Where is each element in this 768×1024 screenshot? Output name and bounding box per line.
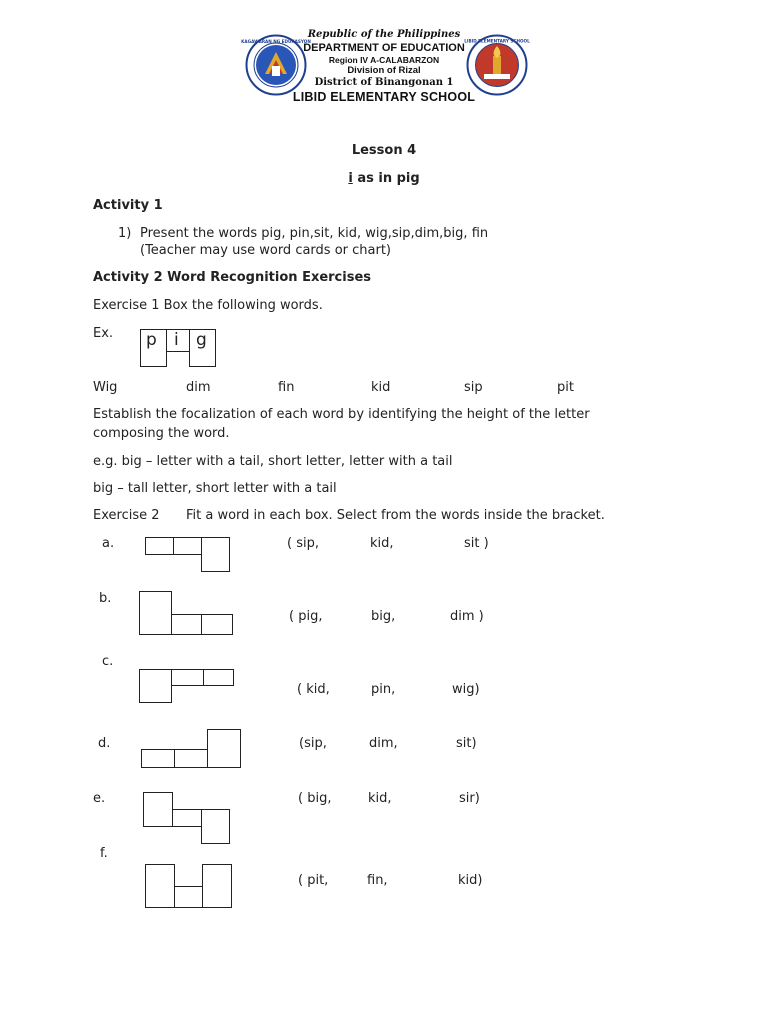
left-seal-text: KAGAWARAN NG EDUKASYON: [241, 39, 311, 44]
right-seal-text: LIBID ELEMENTARY SCHOOL: [464, 38, 530, 44]
word-shape-box: [145, 537, 174, 555]
word-shape-box: [141, 749, 175, 768]
choice-word: kid,: [368, 791, 392, 806]
lesson-title: Lesson 4: [351, 143, 417, 158]
example-letter: g: [196, 330, 207, 350]
word-item: pit: [557, 380, 574, 395]
choice-word: dim ): [450, 609, 484, 624]
exercise2-instruction: Fit a word in each box. Select from the words inside the bracket.: [186, 508, 605, 523]
word-item: sip: [464, 380, 483, 395]
item-label: f.: [100, 846, 108, 861]
division-title: Division of Rizal: [347, 65, 421, 76]
choice-word: pin,: [371, 682, 396, 697]
school-name: LIBID ELEMENTARY SCHOOL: [292, 90, 476, 104]
word-shape-box: [143, 792, 173, 827]
choice-word: fin,: [367, 873, 388, 888]
item-label: b.: [99, 591, 112, 606]
word-shape-box: [207, 729, 241, 768]
choice-word: ( sip,: [287, 536, 319, 551]
word-shape-box: [173, 537, 202, 555]
republic-title: Republic of the Philippines: [307, 29, 461, 40]
choice-word: wig): [452, 682, 480, 697]
choice-word: dim,: [369, 736, 398, 751]
word-shape-box: [174, 749, 208, 768]
word-shape-box: [145, 864, 175, 908]
word-shape-box: [174, 886, 203, 908]
exercise2-title: Exercise 2: [93, 508, 160, 523]
focalization-paragraph-line2: composing the word.: [93, 426, 230, 441]
activity1-item-line2: (Teacher may use word cards or chart): [140, 243, 391, 258]
word-shape-box: [202, 864, 232, 908]
word-item: Wig: [93, 380, 118, 395]
choice-word: sit): [456, 736, 477, 751]
choice-word: sir): [459, 791, 480, 806]
word-shape-box: [171, 614, 202, 635]
word-shape-box: [171, 669, 204, 686]
word-shape-box: [172, 809, 202, 827]
word-shape-box: [139, 591, 172, 635]
word-item: dim: [186, 380, 211, 395]
focalization-paragraph-line1: Establish the focalization of each word by identifying the height of the letter: [93, 407, 590, 422]
choice-word: sit ): [464, 536, 489, 551]
word-shape-box: [139, 669, 172, 703]
example-label: Ex.: [93, 326, 114, 341]
example-letter: p: [146, 330, 157, 350]
choice-word: ( pig,: [289, 609, 323, 624]
example-letter: i: [174, 330, 179, 350]
lesson-subtitle-letter: i: [348, 171, 353, 186]
activity1-item-number: 1): [118, 226, 132, 241]
word-item: kid: [371, 380, 391, 395]
district-title: District of Binangonan 1: [314, 77, 454, 88]
choice-word: big,: [371, 609, 396, 624]
word-shape-box: [203, 669, 234, 686]
item-label: e.: [93, 791, 106, 806]
activity2-heading: Activity 2 Word Recognition Exercises: [93, 270, 372, 285]
item-label: a.: [102, 536, 115, 551]
big-line: big – tall letter, short letter with a tail: [93, 481, 337, 496]
exercise1-title: Exercise 1 Box the following words.: [93, 298, 323, 313]
activity1-item-line1: Present the words pig, pin,sit, kid, wig,sip,dim,big, fin: [140, 226, 489, 241]
choice-word: (sip,: [299, 736, 327, 751]
word-shape-box: [201, 809, 230, 844]
choice-word: kid,: [370, 536, 394, 551]
lesson-subtitle-rest: as in pig: [352, 171, 420, 186]
word-shape-box: [201, 614, 233, 635]
choice-word: ( big,: [298, 791, 332, 806]
item-label: c.: [102, 654, 114, 669]
choice-word: ( pit,: [298, 873, 329, 888]
item-label: d.: [98, 736, 111, 751]
lesson-subtitle: [0, 171, 768, 186]
word-item: fin: [278, 380, 295, 395]
word-shape-box: [201, 537, 230, 572]
eg-line: e.g. big – letter with a tail, short letter, letter with a tail: [93, 454, 453, 469]
region-title: Region IV A-CALABARZON: [328, 55, 440, 65]
activity1-heading: Activity 1: [93, 198, 163, 213]
choice-word: ( kid,: [297, 682, 330, 697]
department-title: DEPARTMENT OF EDUCATION: [303, 42, 465, 54]
choice-word: kid): [458, 873, 483, 888]
